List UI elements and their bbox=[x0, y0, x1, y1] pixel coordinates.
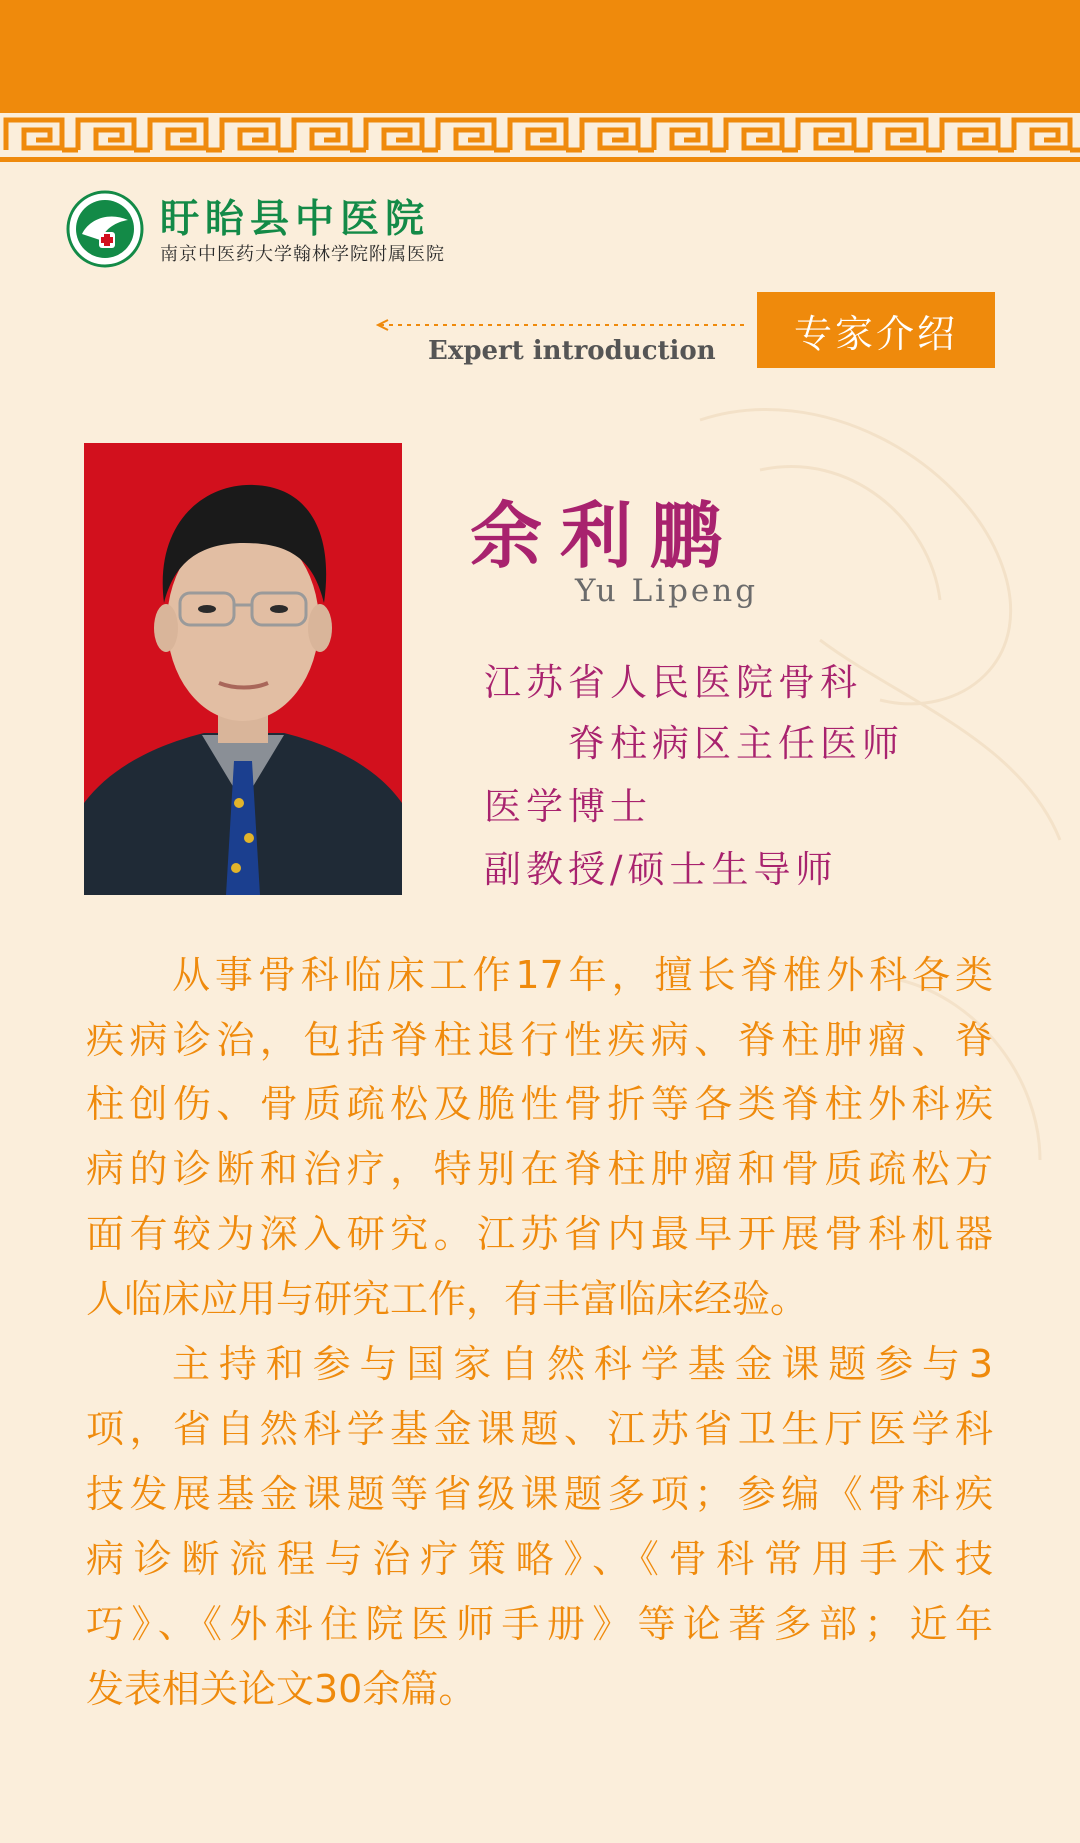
bio-paragraph-2-line: 项，省自然科学基金课题、江苏省卫生厅医学科 bbox=[86, 1407, 993, 1451]
meander-segment bbox=[582, 120, 638, 150]
bio-paragraph-1-line: 疾病诊治，包括脊柱退行性疾病、脊柱肿瘤、脊 bbox=[86, 1018, 993, 1062]
bio-paragraph-1-line: 病的诊断和治疗，特别在脊柱肿瘤和骨质疏松方 bbox=[86, 1147, 993, 1191]
meander-segment bbox=[222, 120, 278, 150]
meander-segment bbox=[294, 120, 350, 150]
bio-paragraph-2-line: 技发展基金课题等省级课题多项；参编《骨科疾 bbox=[86, 1472, 993, 1516]
hospital-subtitle: 南京中医药大学翰林学院附属医院 bbox=[160, 244, 445, 265]
hospital-logo-icon bbox=[66, 190, 144, 268]
doctor-name-english: Yu Lipeng bbox=[575, 573, 759, 609]
dotted-arrow-line bbox=[376, 318, 746, 332]
meander-segment bbox=[942, 120, 998, 150]
doctor-title-line: 副教授/硕士生导师 bbox=[484, 848, 838, 891]
meander-segment bbox=[78, 120, 134, 150]
hospital-name: 盱眙县中医院 bbox=[160, 197, 431, 242]
doctor-title-line: 脊柱病区主任医师 bbox=[568, 722, 904, 765]
bio-paragraph-2-line: 病诊断流程与治疗策略》、《骨科常用手术技 bbox=[86, 1537, 993, 1581]
meander-border bbox=[0, 108, 1080, 162]
meander-segment bbox=[870, 120, 926, 150]
meander-segment bbox=[150, 120, 206, 150]
bio-paragraph-1-line: 从事骨科临床工作17年，擅长脊椎外科各类 bbox=[172, 953, 993, 997]
meander-segment bbox=[726, 120, 782, 150]
doctor-name-chinese: 余利鹏 bbox=[470, 493, 741, 578]
section-title-english: Expert introduction bbox=[428, 336, 716, 366]
bio-paragraph-2-line: 巧》、《外科住院医师手册》等论著多部；近年 bbox=[86, 1602, 993, 1646]
meander-segment bbox=[6, 120, 62, 150]
top-banner bbox=[0, 0, 1080, 112]
bio-paragraph-1-line: 面有较为深入研究。江苏省内最早开展骨科机器 bbox=[86, 1212, 993, 1256]
bio-paragraph-1-line: 柱创伤、骨质疏松及脆性骨折等各类脊柱外科疾 bbox=[86, 1082, 993, 1126]
meander-segment bbox=[654, 120, 710, 150]
meander-segment bbox=[798, 120, 854, 150]
doctor-portrait bbox=[84, 443, 402, 895]
meander-segment bbox=[1014, 120, 1070, 150]
meander-segment bbox=[366, 120, 422, 150]
meander-segment bbox=[510, 120, 566, 150]
doctor-title-line: 医学博士 bbox=[484, 785, 652, 828]
section-title-badge: 专家介绍 bbox=[757, 292, 995, 368]
bio-paragraph-2-line: 发表相关论文30余篇。 bbox=[86, 1667, 477, 1711]
meander-segment bbox=[438, 120, 494, 150]
doctor-title-line: 江苏省人民医院骨科 bbox=[484, 661, 862, 704]
bio-paragraph-2-line: 主持和参与国家自然科学基金课题参与3 bbox=[172, 1342, 993, 1386]
bio-paragraph-1-line: 人临床应用与研究工作，有丰富临床经验。 bbox=[86, 1277, 809, 1321]
